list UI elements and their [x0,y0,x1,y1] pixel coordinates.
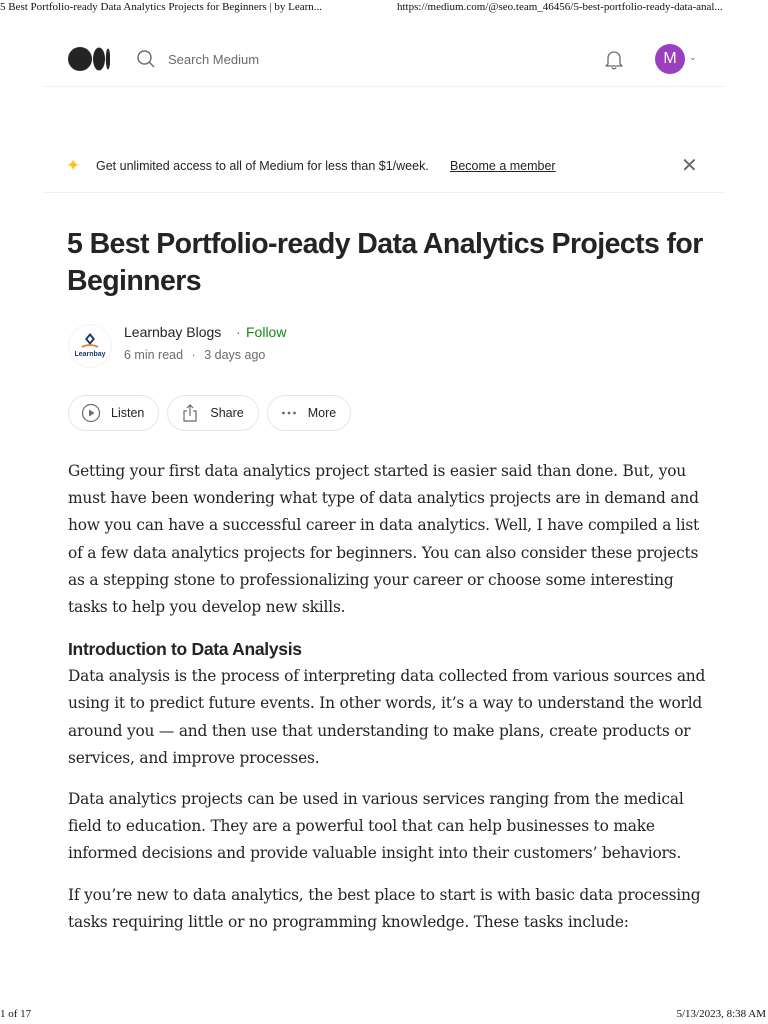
share-label: Share [210,406,244,420]
share-button[interactable] [167,395,258,431]
banner-text: Get unlimited access to all of Medium for less than $1/week. [96,159,429,173]
article-title: 5 Best Portfolio-ready Data Analytics Projects for Beginners [67,228,703,297]
published-date: 3 days ago [204,348,266,362]
follow-button[interactable]: Follow [246,324,287,340]
section-heading: Introduction to Data Analysis [68,639,302,660]
listen-label: Listen [111,406,145,420]
separator-dot: · [236,324,241,340]
become-member-link[interactable]: Become a member [450,159,556,173]
print-url: https://medium.com/@seo.team_46456/5-best-portfolio-ready-data-anal... [397,1,723,13]
article-actions [68,395,351,431]
avatar[interactable]: M [655,44,685,74]
article-meta [124,348,265,362]
print-header [0,0,768,18]
author-avatar[interactable] [68,324,112,368]
more-dots-icon [280,404,298,422]
listen-button[interactable] [68,395,159,431]
print-page-title: 5 Best Portfolio-ready Data Analytics Projects for Beginners | by Learn... [0,1,323,13]
paragraph: Getting your first data analytics project started is easier said than done. But, you must have been wondering what type of data analytics projects are in demand and how you can have a successful career in data analytics. Well, I have compiled a list of a few data analytics projects for beginners. You can also consider these projects as a stepping stone to professionalizing your career or choose some interesting tasks to help you develop new skills. [68,462,700,617]
print-footer [0,1006,768,1024]
paragraph: Data analysis is the process of interpreting data collected from various sources and using it to predict future events. In other words, it’s a way to understand the world around you — and then use that understanding to make plans, create products or services, and improve processes. [68,667,706,767]
article-body [68,458,708,950]
print-datetime: 5/13/2023, 8:38 AM [676,1008,766,1020]
membership-banner [44,148,724,193]
svg-text:Learnbay: Learnbay [74,351,106,358]
read-time: 6 min read [124,348,184,362]
play-icon [81,403,101,423]
author-name[interactable]: Learnbay Blogs [124,324,222,340]
medium-logo[interactable] [68,46,110,72]
more-label: More [307,406,337,420]
top-navigation [44,38,724,87]
search-icon[interactable] [136,49,156,69]
more-button[interactable] [267,395,351,431]
sparkle-icon: ✦ [66,156,81,175]
paragraph: Data analytics projects can be used in various services ranging from the medical field to education. They are a powerful tool that can help businesses to make informed decisions and provide valuable insight into their customers’ behaviors. [68,790,684,863]
paragraph: If you’re new to data analytics, the best place to start is with basic data processing tasks requiring little or no programming knowledge. These tasks include: [68,885,701,931]
page-counter: 1 of 17 [0,1008,32,1020]
search-input[interactable] [168,52,308,67]
close-icon[interactable]: ✕ [681,155,698,177]
bell-icon[interactable] [602,47,626,71]
chevron-down-icon[interactable]: ⌄ [689,52,697,62]
search-bar[interactable] [136,47,308,71]
share-icon [180,403,200,423]
meta-separator: · [191,348,196,362]
